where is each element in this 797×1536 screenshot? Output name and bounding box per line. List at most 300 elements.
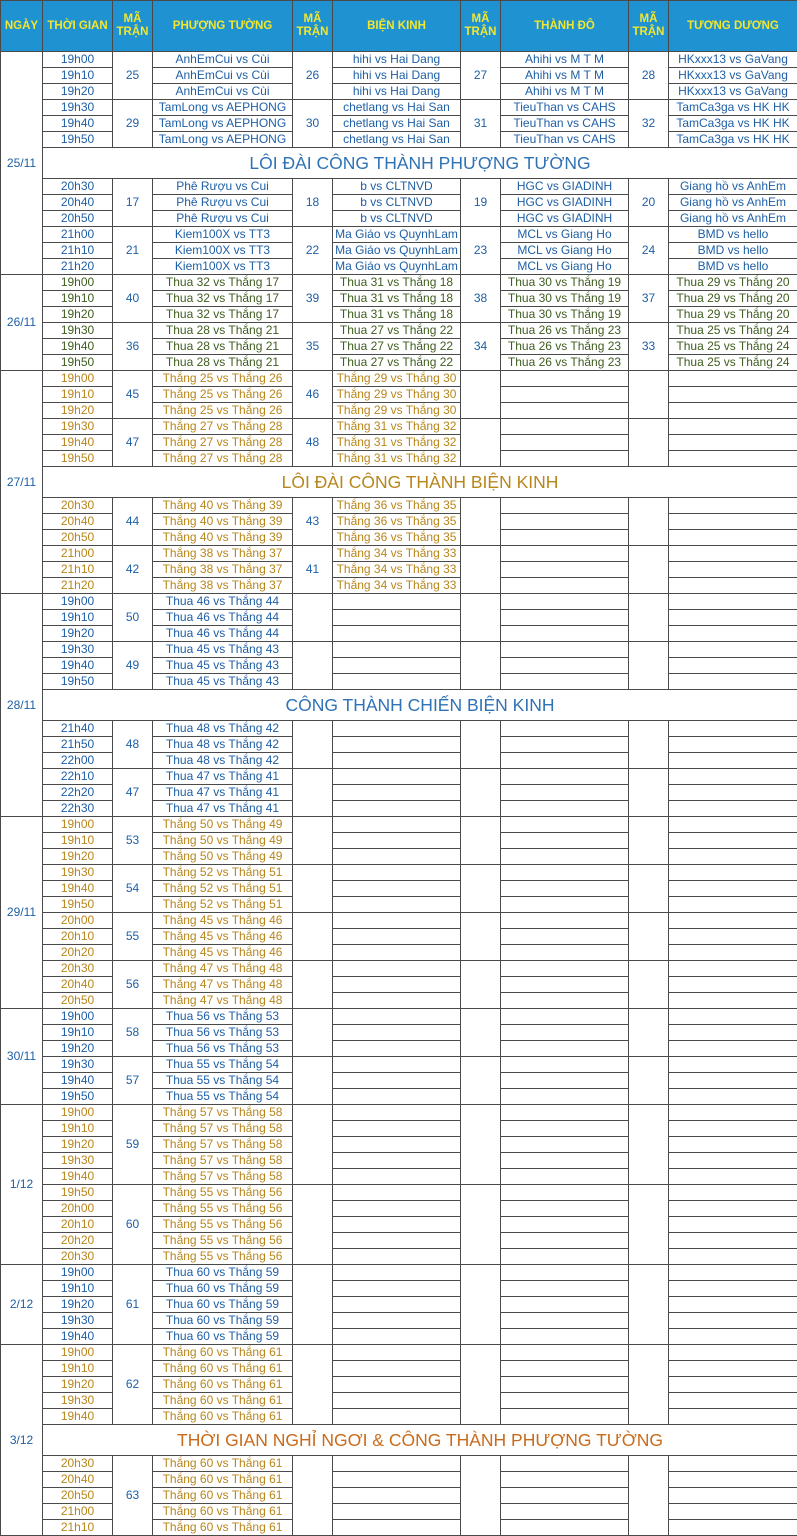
time-cell: 20h40	[43, 195, 113, 211]
time-cell: 20h10	[43, 1217, 113, 1233]
match-cell	[501, 1249, 629, 1265]
match-cell	[501, 1057, 629, 1073]
match-cell	[669, 977, 797, 993]
match-cell	[501, 1041, 629, 1057]
time-cell: 19h10	[43, 1025, 113, 1041]
match-cell	[669, 785, 797, 801]
match-id-cell: 48	[293, 419, 333, 467]
match-cell	[333, 753, 461, 769]
match-id-cell: 29	[113, 100, 153, 148]
match-cell	[501, 642, 629, 658]
match-cell: Thắng 60 vs Thắng 61	[153, 1393, 293, 1409]
match-cell	[333, 1409, 461, 1425]
match-id-cell: 55	[113, 913, 153, 961]
match-cell: MCL vs Giang Ho	[501, 259, 629, 275]
match-cell	[669, 1456, 797, 1472]
match-cell: AnhEmCui vs Cùi	[153, 84, 293, 100]
match-cell: Thắng 45 vs Thắng 46	[153, 913, 293, 929]
match-id-cell	[629, 769, 669, 817]
match-cell: Thua 32 vs Thắng 17	[153, 275, 293, 291]
time-cell: 19h40	[43, 1169, 113, 1185]
match-cell: MCL vs Giang Ho	[501, 243, 629, 259]
match-id-cell: 59	[113, 1105, 153, 1185]
match-id-cell	[629, 1345, 669, 1425]
match-id-cell	[293, 1057, 333, 1105]
match-cell	[333, 610, 461, 626]
match-cell	[669, 610, 797, 626]
match-cell: Thua 48 vs Thắng 42	[153, 721, 293, 737]
match-id-cell	[293, 913, 333, 961]
match-cell	[333, 658, 461, 674]
match-cell	[501, 1265, 629, 1281]
header-ma-tran-3: MÃ TRẬN	[461, 1, 501, 52]
date-cell: 25/11	[1, 52, 43, 275]
match-cell: Thua 46 vs Thắng 44	[153, 610, 293, 626]
time-cell: 20h50	[43, 211, 113, 227]
match-id-cell	[461, 1345, 501, 1425]
time-cell: 20h50	[43, 993, 113, 1009]
match-cell	[669, 1185, 797, 1201]
match-cell	[501, 1153, 629, 1169]
match-cell	[669, 833, 797, 849]
match-cell	[501, 371, 629, 387]
match-cell	[333, 1456, 461, 1472]
match-cell	[501, 674, 629, 690]
match-cell: Thắng 25 vs Thắng 26	[153, 387, 293, 403]
match-cell: Thắng 31 vs Thắng 32	[333, 435, 461, 451]
match-id-cell: 17	[113, 179, 153, 227]
match-id-cell: 53	[113, 817, 153, 865]
time-cell: 19h30	[43, 1313, 113, 1329]
match-cell: Thua 56 vs Thắng 53	[153, 1041, 293, 1057]
match-cell: Thua 27 vs Thắng 22	[333, 355, 461, 371]
match-id-cell: 27	[461, 52, 501, 100]
match-cell	[669, 737, 797, 753]
match-cell	[333, 1025, 461, 1041]
match-cell: Giang hồ vs AnhEm	[669, 195, 797, 211]
time-cell: 21h10	[43, 243, 113, 259]
match-cell: Thua 56 vs Thắng 53	[153, 1009, 293, 1025]
banner-row	[1, 148, 797, 179]
match-cell: Thua 25 vs Thắng 24	[669, 323, 797, 339]
table-row	[1, 642, 797, 658]
time-cell: 19h10	[43, 1281, 113, 1297]
match-cell: Thắng 40 vs Thắng 39	[153, 530, 293, 546]
header-phuong-tuong: PHƯỢNG TƯỜNG	[153, 1, 293, 52]
table-row	[1, 498, 797, 514]
time-cell: 21h20	[43, 578, 113, 594]
match-cell	[669, 897, 797, 913]
match-cell: Thua 27 vs Thắng 22	[333, 323, 461, 339]
match-cell: Phê Rượu vs Cui	[153, 211, 293, 227]
match-cell	[669, 961, 797, 977]
time-cell: 19h00	[43, 817, 113, 833]
match-cell	[333, 737, 461, 753]
match-cell	[669, 1329, 797, 1345]
match-cell: Ma Giáo vs QuynhLam	[333, 243, 461, 259]
match-cell	[501, 1409, 629, 1425]
banner-row	[1, 467, 797, 498]
match-cell	[669, 1393, 797, 1409]
match-cell	[501, 419, 629, 435]
match-cell	[501, 514, 629, 530]
match-cell	[669, 1041, 797, 1057]
match-cell	[333, 1345, 461, 1361]
match-id-cell	[293, 1456, 333, 1536]
match-cell	[669, 1009, 797, 1025]
match-cell	[669, 721, 797, 737]
match-cell: Thắng 55 vs Thắng 56	[153, 1249, 293, 1265]
time-cell: 19h10	[43, 387, 113, 403]
match-cell: Thua 55 vs Thắng 54	[153, 1089, 293, 1105]
match-cell	[333, 1121, 461, 1137]
time-cell: 19h40	[43, 1073, 113, 1089]
match-cell	[669, 387, 797, 403]
match-cell: Thắng 45 vs Thắng 46	[153, 945, 293, 961]
match-cell: TamCa3ga vs HK HK	[669, 116, 797, 132]
match-id-cell: 23	[461, 227, 501, 275]
match-id-cell	[461, 1009, 501, 1057]
match-cell	[501, 1089, 629, 1105]
match-cell: Ahihi vs M T M	[501, 52, 629, 68]
time-cell: 19h00	[43, 52, 113, 68]
match-cell	[669, 769, 797, 785]
header-ma-tran-4: MÃ TRẬN	[629, 1, 669, 52]
match-id-cell: 33	[629, 323, 669, 371]
match-id-cell: 32	[629, 100, 669, 148]
match-cell: Thua 60 vs Thắng 59	[153, 1281, 293, 1297]
match-cell	[501, 881, 629, 897]
time-cell: 20h50	[43, 530, 113, 546]
match-cell	[333, 961, 461, 977]
match-id-cell: 26	[293, 52, 333, 100]
match-cell	[333, 1041, 461, 1057]
match-cell	[669, 371, 797, 387]
match-cell	[333, 1329, 461, 1345]
match-cell: Thua 45 vs Thắng 43	[153, 674, 293, 690]
match-cell	[501, 945, 629, 961]
match-cell	[501, 913, 629, 929]
match-id-cell	[461, 1185, 501, 1265]
match-cell	[333, 1185, 461, 1201]
match-id-cell: 56	[113, 961, 153, 1009]
time-cell: 19h50	[43, 1185, 113, 1201]
table-row	[1, 721, 797, 737]
match-id-cell	[461, 1456, 501, 1536]
match-cell: Kiem100X vs TT3	[153, 259, 293, 275]
match-cell: AnhEmCui vs Cùi	[153, 52, 293, 68]
match-cell	[669, 1089, 797, 1105]
match-cell	[669, 1073, 797, 1089]
match-cell: Thắng 60 vs Thắng 61	[153, 1377, 293, 1393]
match-cell	[333, 1233, 461, 1249]
match-cell	[669, 1361, 797, 1377]
match-cell	[669, 945, 797, 961]
match-cell	[501, 1233, 629, 1249]
table-row	[1, 323, 797, 339]
match-cell	[669, 498, 797, 514]
match-cell: Thắng 27 vs Thắng 28	[153, 419, 293, 435]
match-cell	[669, 1105, 797, 1121]
match-cell	[501, 1217, 629, 1233]
match-cell: Thắng 60 vs Thắng 61	[153, 1345, 293, 1361]
match-cell: TamCa3ga vs HK HK	[669, 100, 797, 116]
time-cell: 20h20	[43, 1233, 113, 1249]
table-row	[1, 419, 797, 435]
match-cell	[669, 626, 797, 642]
match-cell	[501, 1472, 629, 1488]
match-cell	[501, 1105, 629, 1121]
match-id-cell: 43	[293, 498, 333, 546]
match-cell: Thua 56 vs Thắng 53	[153, 1025, 293, 1041]
match-cell	[333, 817, 461, 833]
match-cell	[333, 1265, 461, 1281]
match-cell: Thắng 50 vs Thắng 49	[153, 817, 293, 833]
match-id-cell	[629, 419, 669, 467]
match-cell: TieuThan vs CAHS	[501, 116, 629, 132]
date-cell: 29/11	[1, 817, 43, 1009]
match-cell	[501, 865, 629, 881]
match-id-cell: 46	[293, 371, 333, 419]
match-id-cell	[461, 642, 501, 690]
table-row	[1, 1105, 797, 1121]
match-cell	[501, 801, 629, 817]
time-cell: 19h00	[43, 1345, 113, 1361]
time-cell: 19h30	[43, 1153, 113, 1169]
match-cell: Thắng 31 vs Thắng 32	[333, 419, 461, 435]
match-cell: Thua 27 vs Thắng 22	[333, 339, 461, 355]
match-cell	[501, 1361, 629, 1377]
time-cell: 19h40	[43, 339, 113, 355]
header-tuong-duong: TƯƠNG DƯƠNG	[669, 1, 797, 52]
match-cell	[333, 1137, 461, 1153]
date-cell: 2/12	[1, 1265, 43, 1345]
time-cell: 19h10	[43, 1361, 113, 1377]
header-ngay: NGÀY	[1, 1, 43, 52]
match-cell: Thắng 36 vs Thắng 35	[333, 498, 461, 514]
match-cell: Thua 32 vs Thắng 17	[153, 291, 293, 307]
time-cell: 19h20	[43, 1041, 113, 1057]
match-cell: Thua 30 vs Thắng 19	[501, 291, 629, 307]
table-row	[1, 546, 797, 562]
match-cell	[501, 1393, 629, 1409]
match-id-cell: 20	[629, 179, 669, 227]
match-id-cell: 35	[293, 323, 333, 371]
match-id-cell: 36	[113, 323, 153, 371]
match-id-cell	[629, 1057, 669, 1105]
match-cell: Thua 46 vs Thắng 44	[153, 626, 293, 642]
match-cell: Thắng 47 vs Thắng 48	[153, 977, 293, 993]
time-cell: 19h50	[43, 674, 113, 690]
match-cell	[669, 1313, 797, 1329]
match-cell	[501, 1137, 629, 1153]
match-id-cell	[629, 1105, 669, 1185]
match-cell	[333, 674, 461, 690]
match-id-cell	[293, 1265, 333, 1345]
match-cell: Thắng 29 vs Thắng 30	[333, 387, 461, 403]
match-cell	[669, 594, 797, 610]
match-cell: Thắng 25 vs Thắng 26	[153, 403, 293, 419]
match-cell: Thắng 34 vs Thắng 33	[333, 578, 461, 594]
match-id-cell	[629, 1265, 669, 1345]
time-cell: 19h30	[43, 323, 113, 339]
match-cell	[501, 977, 629, 993]
table-row	[1, 1009, 797, 1025]
time-cell: 19h30	[43, 100, 113, 116]
match-cell: Thắng 38 vs Thắng 37	[153, 578, 293, 594]
match-id-cell	[293, 961, 333, 1009]
table-row	[1, 961, 797, 977]
match-cell: Thắng 40 vs Thắng 39	[153, 514, 293, 530]
section-banner: LÔI ĐÀI CÔNG THÀNH PHƯỢNG TƯỜNG	[43, 148, 797, 179]
match-cell: TamCa3ga vs HK HK	[669, 132, 797, 148]
match-id-cell: 30	[293, 100, 333, 148]
match-cell	[669, 849, 797, 865]
match-cell	[333, 1073, 461, 1089]
time-cell: 20h40	[43, 1472, 113, 1488]
match-id-cell: 37	[629, 275, 669, 323]
time-cell: 19h10	[43, 291, 113, 307]
match-cell	[669, 451, 797, 467]
match-cell	[501, 658, 629, 674]
table-row	[1, 275, 797, 291]
match-cell: Thắng 57 vs Thắng 58	[153, 1153, 293, 1169]
match-id-cell: 45	[113, 371, 153, 419]
match-cell: Thắng 29 vs Thắng 30	[333, 403, 461, 419]
match-cell: HGC vs GIADINH	[501, 211, 629, 227]
match-cell: chetlang vs Hai San	[333, 100, 461, 116]
table-row	[1, 865, 797, 881]
time-cell: 19h00	[43, 371, 113, 387]
match-id-cell: 58	[113, 1009, 153, 1057]
time-cell: 19h50	[43, 897, 113, 913]
match-cell	[333, 801, 461, 817]
match-cell: Thắng 50 vs Thắng 49	[153, 849, 293, 865]
match-cell	[333, 1153, 461, 1169]
match-id-cell	[461, 546, 501, 594]
match-cell	[669, 1249, 797, 1265]
match-cell: AnhEmCui vs Cùi	[153, 68, 293, 84]
match-cell: Thắng 38 vs Thắng 37	[153, 546, 293, 562]
match-cell: Thắng 60 vs Thắng 61	[153, 1409, 293, 1425]
time-cell: 19h50	[43, 132, 113, 148]
time-cell: 20h30	[43, 498, 113, 514]
match-cell	[501, 387, 629, 403]
match-id-cell	[629, 721, 669, 769]
match-cell: Thua 32 vs Thắng 17	[153, 307, 293, 323]
time-cell: 19h00	[43, 1265, 113, 1281]
match-cell	[501, 929, 629, 945]
match-cell	[501, 1281, 629, 1297]
match-cell	[501, 594, 629, 610]
time-cell: 21h00	[43, 227, 113, 243]
match-cell: Thua 60 vs Thắng 59	[153, 1265, 293, 1281]
table-row	[1, 1265, 797, 1281]
match-cell: Thua 46 vs Thắng 44	[153, 594, 293, 610]
match-cell: Thua 30 vs Thắng 19	[501, 307, 629, 323]
match-id-cell: 49	[113, 642, 153, 690]
match-cell	[501, 498, 629, 514]
time-cell: 22h20	[43, 785, 113, 801]
match-cell	[333, 594, 461, 610]
header-ma-tran-2: MÃ TRẬN	[293, 1, 333, 52]
match-cell: Thua 55 vs Thắng 54	[153, 1073, 293, 1089]
match-cell: HGC vs GIADINH	[501, 195, 629, 211]
match-cell	[669, 1472, 797, 1488]
time-cell: 19h10	[43, 1121, 113, 1137]
match-cell: Thua 45 vs Thắng 43	[153, 642, 293, 658]
time-cell: 22h00	[43, 753, 113, 769]
match-id-cell	[461, 419, 501, 467]
table-row	[1, 1345, 797, 1361]
match-id-cell	[293, 1185, 333, 1265]
match-cell	[501, 1345, 629, 1361]
match-cell: Thua 26 vs Thắng 23	[501, 339, 629, 355]
match-id-cell	[293, 1009, 333, 1057]
match-id-cell: 38	[461, 275, 501, 323]
match-id-cell	[461, 1105, 501, 1185]
match-cell: TamLong vs AEPHONG	[153, 100, 293, 116]
section-banner: CÔNG THÀNH CHIẾN BIỆN KINH	[43, 690, 797, 721]
match-cell: Thắng 55 vs Thắng 56	[153, 1201, 293, 1217]
match-cell	[669, 562, 797, 578]
match-cell	[333, 1488, 461, 1504]
match-cell	[333, 1393, 461, 1409]
match-cell	[669, 1265, 797, 1281]
match-id-cell	[629, 961, 669, 1009]
match-cell	[501, 451, 629, 467]
table-row	[1, 769, 797, 785]
match-cell	[669, 913, 797, 929]
match-cell: HKxxx13 vs GaVang	[669, 68, 797, 84]
match-id-cell: 54	[113, 865, 153, 913]
match-cell	[669, 1504, 797, 1520]
time-cell: 19h40	[43, 116, 113, 132]
match-id-cell: 41	[293, 546, 333, 594]
match-cell: b vs CLTNVD	[333, 179, 461, 195]
match-cell	[669, 674, 797, 690]
match-cell	[501, 1073, 629, 1089]
match-id-cell: 21	[113, 227, 153, 275]
match-cell: Thắng 60 vs Thắng 61	[153, 1504, 293, 1520]
time-cell: 21h00	[43, 1504, 113, 1520]
match-id-cell	[293, 721, 333, 769]
match-id-cell	[629, 913, 669, 961]
match-cell	[501, 753, 629, 769]
match-id-cell	[461, 961, 501, 1009]
banner-row	[1, 690, 797, 721]
match-cell: HKxxx13 vs GaVang	[669, 84, 797, 100]
match-cell: Thua 47 vs Thắng 41	[153, 769, 293, 785]
match-cell	[669, 546, 797, 562]
match-id-cell	[629, 594, 669, 642]
match-cell	[333, 929, 461, 945]
match-cell: Thắng 52 vs Thắng 51	[153, 865, 293, 881]
time-cell: 19h40	[43, 881, 113, 897]
time-cell: 21h20	[43, 259, 113, 275]
match-id-cell	[629, 498, 669, 546]
match-cell	[501, 849, 629, 865]
match-id-cell: 62	[113, 1345, 153, 1425]
time-cell: 19h20	[43, 626, 113, 642]
match-cell: Thắng 55 vs Thắng 56	[153, 1217, 293, 1233]
match-cell: Thắng 55 vs Thắng 56	[153, 1185, 293, 1201]
match-cell	[333, 1169, 461, 1185]
match-id-cell: 19	[461, 179, 501, 227]
match-cell: chetlang vs Hai San	[333, 132, 461, 148]
time-cell: 19h40	[43, 1409, 113, 1425]
match-id-cell	[293, 1105, 333, 1185]
